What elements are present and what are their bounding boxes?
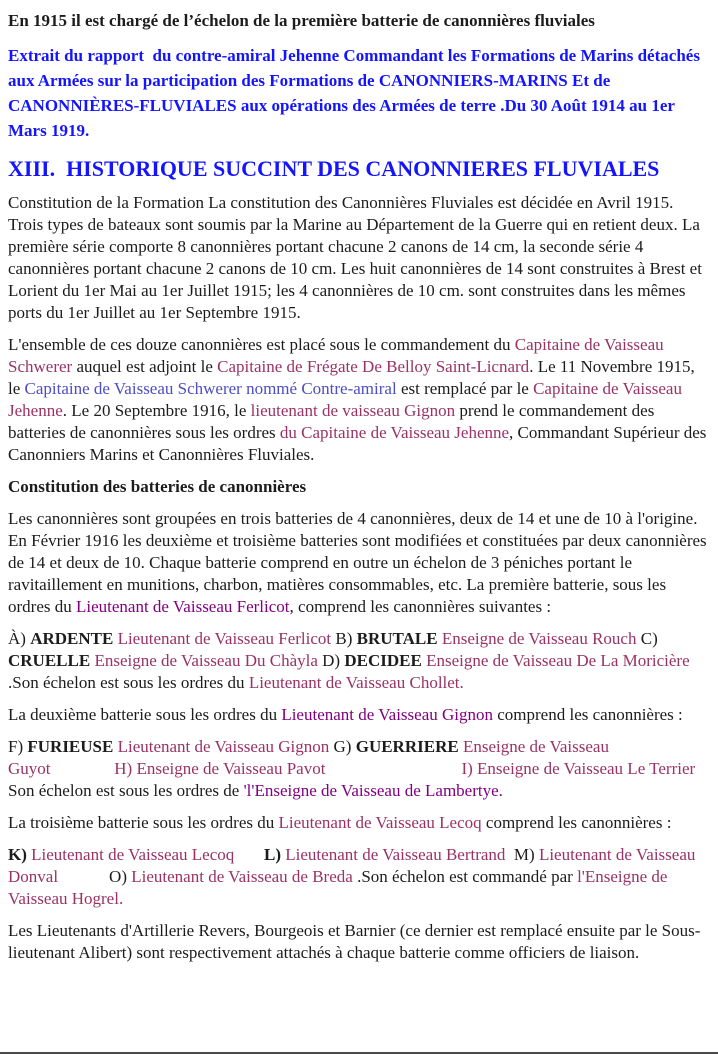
text-run: comprend les canonnières :	[493, 705, 683, 724]
paragraph-constitution-formation	[8, 192, 708, 324]
gunboat-name: ARDENTE	[30, 629, 114, 648]
text-run: , Commandant Supérieur des Canonniers Marins et Canonnières Fluviales.	[8, 423, 707, 464]
text-run: Son échelon est sous les ordres de	[8, 781, 244, 800]
gunboat-name: DECIDEE	[344, 651, 422, 670]
officer-name: Enseigne de Vaisseau Rouch	[441, 629, 637, 648]
officer-name: Lieutenant de Vaisseau Bertrand	[285, 845, 506, 864]
text-run: .Son échelon est sous les ordres du	[8, 651, 694, 692]
officer-name: Lieutenant de Vaisseau Gignon	[281, 705, 493, 724]
text-run: . Le 11 Novembre 1915, le	[8, 357, 695, 398]
bottom-divider	[0, 1052, 718, 1054]
officer-name: Lieutenant de Vaisseau Lecoq	[31, 845, 235, 864]
text-run: À)	[8, 629, 31, 648]
text-run: est remplacé par le	[396, 379, 534, 398]
paragraph-second-battery-intro	[8, 704, 708, 726]
paragraph-third-battery	[8, 844, 708, 910]
officer-name: Enseigne de Vaisseau Guyot	[8, 737, 609, 778]
officer-name: Capitaine de Vaisseau Schwerer nommé Contre-amiral	[24, 379, 397, 398]
subsection-heading: Constitution des batteries de canonnières	[8, 477, 307, 496]
text-run: comprend les canonnières :	[481, 813, 672, 832]
officer-name: I) Enseigne de Vaisseau Le Terrier	[461, 759, 696, 778]
text-run: La deuxième batterie sous les ordres du	[8, 705, 282, 724]
text-run: , comprend les canonnières suivantes :	[289, 597, 552, 616]
text-run: F)	[8, 737, 28, 756]
text-run: L)	[264, 845, 282, 864]
officer-name: Enseigne de Vaisseau De La Moricière	[426, 651, 690, 670]
text-run: prend le commandement des batteries de canonnières sous les ordres	[8, 401, 655, 442]
officer-name: du Capitaine de Vaisseau Jehenne	[279, 423, 510, 442]
gunboat-name: FURIEUSE	[27, 737, 114, 756]
text-run: auquel est adjoint le	[72, 357, 218, 376]
text-run: D)	[317, 651, 345, 670]
text-run: Les Lieutenants d'Artillerie Revers, Bourgeois et Barnier (ce dernier est remplacé ensuite par le Sous-lieutenant Alibert) sont respectivement attachés à chaque batterie comme officiers de liaison.	[8, 921, 701, 962]
officer-name: Lieutenant de Vaisseau Ferlicot	[75, 597, 290, 616]
officer-name: Lieutenant de Vaisseau Ferlicot	[117, 629, 332, 648]
officer-name: Lieutenant de Vaisseau de Breda	[131, 867, 353, 886]
text-run: O)	[58, 867, 132, 886]
officer-name: Lieutenant de Vaisseau Donval	[8, 845, 696, 886]
officer-name: Lieutenant de Vaisseau Chollet.	[248, 673, 464, 692]
text-run: C)	[636, 629, 658, 648]
gunboat-name: BRUTALE	[356, 629, 438, 648]
officer-name: Lieutenant de Vaisseau Gignon	[117, 737, 330, 756]
extract-note: Extrait du rapport du contre-amiral Jehenne Commandant les Formations de Marins détachés aux Armées sur la participation des Formations de CANONNIERS-MARINS Et de CANONNIÈRES-FLUVIALES aux opérations des Armées de terre .Du 30 Août 1914 au 1er Mars 1919.	[8, 46, 700, 140]
officer-name: Capitaine de Vaisseau Schwerer	[8, 335, 664, 376]
paragraph-batteries-intro	[8, 508, 708, 618]
document-title: En 1915 il est chargé de l’échelon de la première batterie de canonnières fluviales	[8, 11, 595, 30]
officer-name: Lieutenant de Vaisseau Lecoq	[278, 813, 482, 832]
text-run	[325, 759, 461, 778]
text-run: La troisième batterie sous les ordres du	[8, 813, 279, 832]
text-run: K)	[8, 845, 27, 864]
text-run: . Le 20 Septembre 1916, le	[62, 401, 251, 420]
paragraph-liaison	[8, 920, 708, 964]
officer-name: Capitaine de Frégate De Belloy Saint-Licnard	[217, 357, 530, 376]
officer-name: Enseigne de Vaisseau Du Chàyla	[94, 651, 318, 670]
officer-name: Capitaine de Vaisseau Jehenne	[8, 379, 682, 420]
officer-name: l'Enseigne de Vaisseau Hogrel.	[8, 867, 668, 908]
officer-name: lieutenant de vaisseau Gignon	[250, 401, 456, 420]
gunboat-name: GUERRIERE	[355, 737, 459, 756]
gunboat-name: CRUELLE	[8, 651, 91, 670]
section-heading: XIII. HISTORIQUE SUCCINT DES CANONNIERES FLUVIALES	[8, 156, 660, 181]
text-run: L'ensemble de ces douze canonnières est placé sous le commandement du	[8, 335, 515, 354]
officer-name: 'l'Enseigne de Vaisseau de Lambertye.	[243, 781, 503, 800]
paragraph-second-battery	[8, 736, 708, 802]
paragraph-first-battery	[8, 628, 708, 694]
text-run: Les canonnières sont groupées en trois batteries de 4 canonnières, deux de 14 et une de 10 à l'origine. En Février 1916 les deuxième et troisième batteries sont modifiées et constituées par deux canonnières de 14 et deux de 10. Chaque batterie comprend en outre un échelon de 3 péniches portant le ravitaillement en munitions, charbon, matières consommables, etc. La première batterie, sous les ordres du	[8, 509, 707, 616]
text-run: G)	[329, 737, 356, 756]
text-run	[51, 759, 115, 778]
text-run: M)	[505, 845, 539, 864]
officer-name: H) Enseigne de Vaisseau Pavot	[114, 759, 326, 778]
paragraph-command	[8, 334, 708, 466]
text-run: Constitution de la Formation La constitution des Canonnières Fluviales est décidée en Avril 1915. Trois types de bateaux sont soumis par la Marine au Département de la Guerre qui en retient deux. La première série comporte 8 canonnières portant chacune 2 canons de 14 cm, la seconde série 4 canonnières portant chacune 2 canons de 10 cm. Les huit canonnières de 14 sont construites à Brest et Lorient du 1er Mai au 1er Juillet 1915; les 4 canonnières de 10 cm. sont construites dans les mêmes ports du 1er Juillet au 1er Septembre 1915.	[8, 193, 702, 322]
text-run	[234, 845, 264, 864]
paragraph-third-battery-intro	[8, 812, 708, 834]
text-run: B)	[331, 629, 357, 648]
text-run: .Son échelon est commandé par	[352, 867, 578, 886]
